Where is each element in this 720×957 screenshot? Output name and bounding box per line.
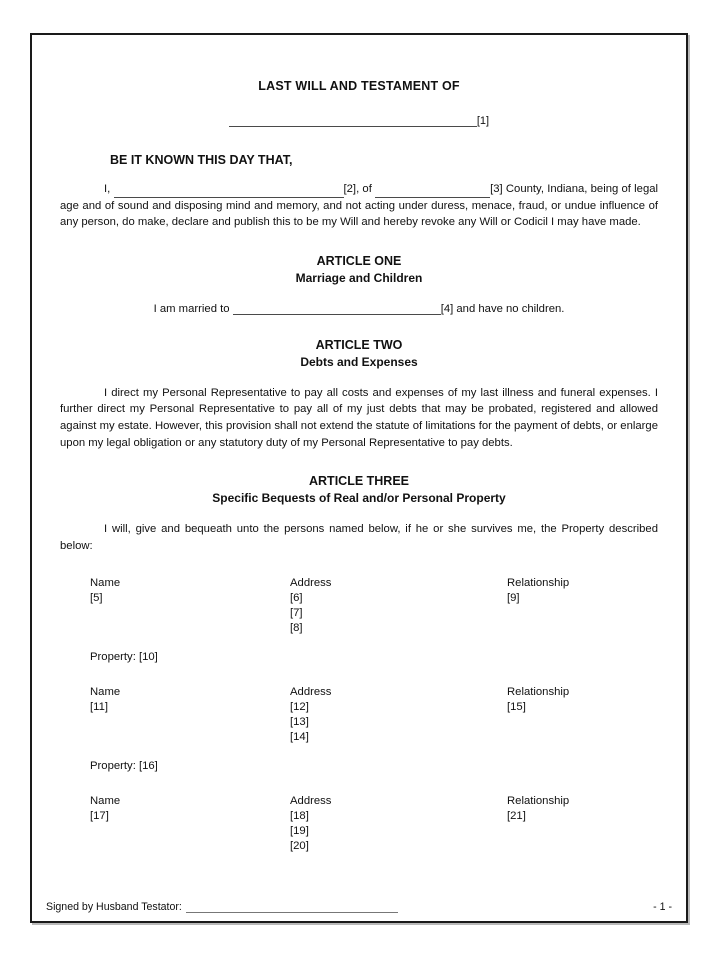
bequest-row [90,606,672,621]
bequest-row [90,824,672,839]
opening-county-blank[interactable] [375,187,490,198]
article-two-heading [46,337,672,371]
article-three-title: ARTICLE THREE [309,474,409,489]
bequest-relationship-value: [9] [507,592,520,605]
opening-paragraph [46,181,672,231]
article-two-subtitle: Debts and Expenses [300,354,418,369]
article-one-title: ARTICLE ONE [316,253,402,268]
bequest-block [46,576,672,663]
testator-name-blank-row [46,115,672,127]
column-header-relationship: Relationship [507,686,570,699]
bequest-name-value: [11] [90,701,109,714]
page-number: - 1 - [653,901,672,913]
bequest-row [90,715,672,730]
article-one-subtitle: Marriage and Children [295,270,423,285]
opening-name-blank[interactable] [114,187,344,198]
article-two-title: ARTICLE TWO [315,337,403,352]
bequest-address-line-2: [13] [290,716,309,729]
be-it-known-heading: BE IT KNOWN THIS DAY THAT, [110,153,293,167]
bequest-block [46,794,672,854]
bequest-relationship-value: [15] [507,701,526,714]
signature-blank[interactable] [186,901,398,913]
bequest-row [90,591,672,606]
bequest-address-line-1: [12] [290,701,309,714]
article-three-paragraph: I will, give and bequeath unto the persons named below, if he or she survives me, the Property described below: [60,523,658,552]
bequest-row [90,730,672,745]
article-two-paragraph-wrapper [46,385,672,451]
column-header-address: Address [290,686,332,699]
bequest-row [90,839,672,854]
bequest-address-line-3: [20] [290,840,309,853]
signed-by-label: Signed by Husband Testator: [46,901,182,913]
signature-area [46,901,398,913]
bequest-row [90,809,672,824]
document-title: LAST WILL AND TESTAMENT OF [258,79,460,93]
testator-name-blank[interactable] [229,115,477,127]
bequest-column-headers [90,685,672,700]
column-header-relationship: Relationship [507,577,570,590]
bequest-name-value: [17] [90,810,109,823]
opening-name-marker: [2], of [343,183,372,195]
testator-name-marker: [1] [476,115,490,127]
marriage-status-line [46,303,672,315]
opening-county-marker: [3] County, Indiana, [490,183,588,195]
bequest-address-line-1: [18] [290,810,309,823]
page-footer [46,901,672,913]
article-three-subtitle: Specific Bequests of Real and/or Personal Property [212,491,506,506]
document-page [30,33,688,923]
bequest-row [90,700,672,715]
column-header-name: Name [90,577,121,590]
article-three-paragraph-wrapper [46,521,672,554]
bequest-address-line-1: [6] [290,592,303,605]
column-header-relationship: Relationship [507,795,570,808]
bequest-address-line-3: [14] [290,731,309,744]
column-header-address: Address [290,577,332,590]
bequest-address-line-2: [19] [290,825,309,838]
page-content [32,35,686,921]
bequest-name-value: [5] [90,592,103,605]
article-two-paragraph: I direct my Personal Representative to pay all costs and expenses of my last illness and funeral expenses. I further direct my Personal Representative to pay all of my just debts that may be probated, registered and allowed against my estate. However, this provision shall not extend the statute of limitations for the payment of debts, or enlarge upon my legal obligation or any statutory duty of my Personal Representative to pay debts. [60,386,658,449]
bequest-property-line: Property: [16] [90,760,158,773]
article-three-heading [46,473,672,507]
bequest-address-line-2: [7] [290,607,303,620]
spouse-name-blank[interactable] [233,304,441,315]
bequest-relationship-value: [21] [507,810,526,823]
bequest-property-line: Property: [10] [90,651,158,664]
bequest-column-headers [90,794,672,809]
column-header-name: Name [90,795,121,808]
column-header-name: Name [90,686,121,699]
bequest-column-headers [90,576,672,591]
marriage-prefix: I am married to [153,302,230,315]
marriage-suffix: [4] and have no children. [440,302,565,315]
opening-lead: I, [104,183,111,195]
bequest-block [46,685,672,772]
article-one-heading [46,253,672,287]
opening-body-text: being of legal age and of sound and disposing mind and memory, and not acting under duress, menace, fraud, or undue influence of any person, do make, declare and publish this to be my Will and hereby revoke any Will or Codicil I may have made. [60,183,659,229]
column-header-address: Address [290,795,332,808]
bequest-row [90,621,672,636]
bequest-address-line-3: [8] [290,622,303,635]
